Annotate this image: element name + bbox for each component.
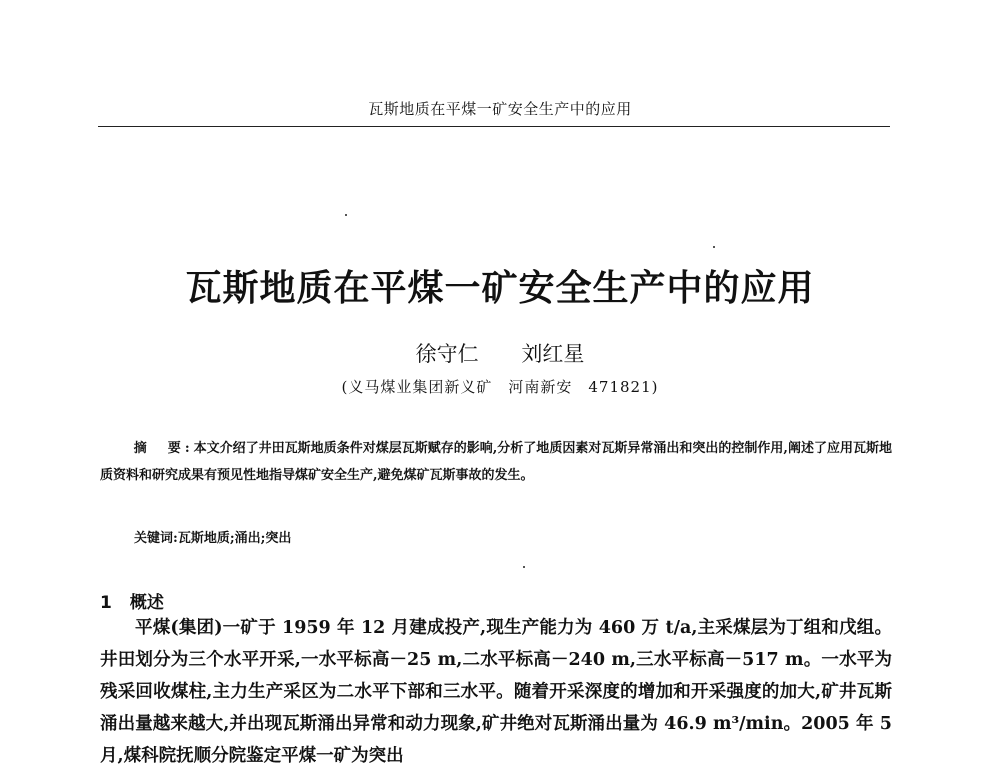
scan-speck xyxy=(713,246,715,248)
section-number: 1 xyxy=(100,593,112,613)
author-name: 徐守仁 xyxy=(415,342,479,366)
abstract-text: 本文介绍了井田瓦斯地质条件对煤层瓦斯赋存的影响,分析了地质因素对瓦斯异常涌出和突出的控制作用,阐述了应用瓦斯地质资料和研究成果有预见性地指导煤矿安全生产,避免煤矿瓦斯事故的发生。 xyxy=(100,441,892,483)
body-paragraph: 平煤(集团)一矿于 1959 年 12 月建成投产,现生产能力为 460 万 t/a,主采煤层为丁组和戊组。井田划分为三个水平开采,一水平标高－25 m,二水平标高－240 m,三水平标高－517 m。一水平为残采回收煤柱,主力生产采区为二水平下部和三水平。随着开采深度的增加和开采强度的加大,矿井瓦斯涌出量越来越大,并出现瓦斯涌出异常和动力现象,矿井绝对瓦斯涌出量为 46.9 m³/min。2005 年 5 月,煤科院抚顺分院鉴定平煤一矿为突出 xyxy=(100,618,892,766)
keywords-label: 关键词: xyxy=(134,531,178,546)
running-header: 瓦斯地质在平煤一矿安全生产中的应用 xyxy=(368,100,632,118)
keywords-text: 瓦斯地质;涌出;突出 xyxy=(177,531,292,546)
affiliation: (义马煤业集团新义矿 河南新安 471821) xyxy=(341,378,659,396)
section-title: 概述 xyxy=(129,593,164,613)
keywords xyxy=(134,527,291,546)
author-list xyxy=(0,338,1000,368)
header-rule xyxy=(98,126,890,127)
scan-speck xyxy=(345,214,347,216)
section-heading xyxy=(100,588,164,613)
author-name: 刘红星 xyxy=(521,342,585,366)
abstract-label: 摘 要: xyxy=(133,441,194,456)
scan-speck xyxy=(523,566,525,568)
abstract xyxy=(100,435,892,489)
paper-title: 瓦斯地质在平煤一矿安全生产中的应用 xyxy=(185,268,815,309)
